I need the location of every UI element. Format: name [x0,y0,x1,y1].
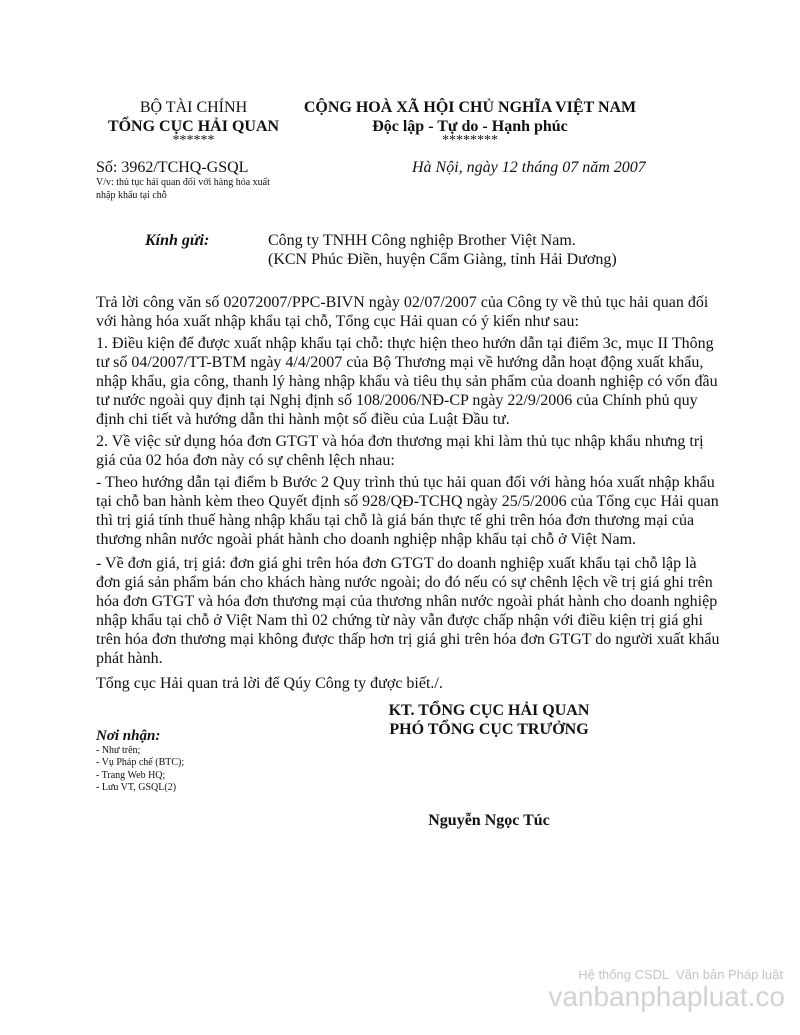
paragraph-line: nhập khẩu tại chỗ ở Việt Nam thì 02 chứng từ này vẫn được chấp nhận với điều kiện trị giá ghi [96,612,703,629]
paragraph-line: thì trị giá tính thuế hàng nhập khẩu tại chỗ là giá bán thực tế ghi trên hóa đơn thương mại của [96,512,695,529]
paragraph-line: trên hóa đơn thương mại không được thấp hơn trị giá ghi trên hóa đơn GTGT do người xuất khẩu [96,631,720,648]
paragraph-line: phát hành. [96,650,163,667]
watermark-site: vanbanphapluat.co [548,981,785,1012]
agency-header [91,98,296,149]
paragraph-line: định chi tiết và hướng dẫn thi hành một số điều của Luật Đầu tư. [96,411,510,428]
recipient-block [268,231,617,269]
paragraph-line: tại chỗ ban hành kèm theo Quyết định số 928/QĐ-TCHQ ngày 25/5/2006 của Tổng cục Hải quan [96,493,719,510]
paragraph-line: 2. Về việc sử dụng hóa đơn GTGT và hóa đơn thương mại khi làm thủ tục nhập khẩu nhưng trị [96,433,704,450]
recipient-line: Công ty TNHH Công nghiệp Brother Việt Nam. [268,232,576,249]
paragraph-line: giá của 02 hóa đơn này có sự chênh lệch nhau: [96,452,395,469]
paragraph-line: Trả lời công văn số 02072007/PPC-BIVN ngày 02/07/2007 của Công ty về thủ tục hải quan đối [96,294,709,311]
paragraph-line: - Theo hướng dẫn tại điểm b Bước 2 Quy trình thủ tục hải quan đối với hàng hóa xuất nhập khẩu [96,474,715,491]
paragraph-line: Tổng cục Hải quan trả lời để Qúy Công ty được biết./. [96,675,443,692]
paragraph-line: tư số 04/2007/TT-BTM ngày 4/4/2007 của Bộ Thương mại về hướng dẫn hoạt động xuất khẩu, [96,354,704,371]
watermark-caption: Hệ thống CSDL Văn bản Pháp luật [578,967,783,982]
body-paragraph [96,293,708,331]
distribution-list [96,745,184,795]
nation-title: CỘNG HOÀ XÃ HỘI CHỦ NGHĨA VIỆT NAM [303,99,637,116]
signature-title [380,701,598,739]
distribution-label: Nơi nhận: [96,728,161,744]
subject-line: V/v: thủ tục hải quan đối với hàng hóa xuất [96,177,270,188]
body-paragraph [96,554,720,668]
national-motto: Độc lập - Tự do - Hạnh phúc [372,118,568,135]
paragraph-line: thương nhân nước ngoài phát hành cho doanh nghiệp nhập khẩu tại chỗ ở Việt Nam. [96,531,637,548]
paragraph-line: 1. Điều kiện để được xuất nhập khẩu tại chỗ: thực hiện theo hướn dẫn tại điểm 3c, mục II Thông [96,335,714,352]
paragraph-line: đơn giá sản phẩm bán cho khách hàng nước ngoài; do đó nếu có sự chênh lệch về trị giá ghi trên [96,574,713,591]
paragraph-line: hóa đơn GTGT và hóa đơn thương mại của thương nhân nước ngoài phát hành cho doanh nghiệp [96,593,718,610]
subject-line: nhập khẩu tại chỗ [96,190,167,201]
paragraph-line: với hàng hóa xuất nhập khẩu tại chỗ, Tổng cục Hải quan có ý kiến như sau: [96,313,579,330]
body-paragraph [96,334,718,429]
recipient-label: Kính gửi: [145,232,210,249]
place-date: Hà Nội, ngày 12 tháng 07 năm 2007 [412,159,646,176]
paragraph-line: tư nước ngoài quy định tại Nghị định số 108/2006/NĐ-CP ngày 22/9/2006 của Chính phủ quy [96,392,698,409]
body-paragraph [96,473,719,549]
document-number: Số: 3962/TCHQ-GSQL [96,159,249,176]
distribution-item: - Lưu VT, GSQL(2) [96,782,177,794]
distribution-item: - Như trên; [96,745,141,756]
agency-name: TỔNG CỤC HẢI QUAN [107,118,280,135]
distribution-item: - Vụ Pháp chế (BTC); [96,757,185,769]
signature-title-line: PHÓ TỔNG CỤC TRƯỞNG [389,721,589,738]
distribution-item: - Trang Web HQ; [96,769,166,781]
paragraph-line: - Về đơn giá, trị giá: đơn giá ghi trên hóa đơn GTGT do doanh nghiệp xuất khẩu tại chỗ lập là [96,555,697,572]
subject [96,176,270,202]
agency-parent: BỘ TÀI CHÍNH [139,99,248,116]
motto-stars: ******** [442,133,498,148]
closing-paragraph [96,674,443,693]
agency-stars: ****** [172,133,215,148]
signer-name: Nguyễn Ngọc Túc [428,812,550,829]
paragraph-line: nhập khẩu, gia công, thanh lý hàng nhập khẩu và tiêu thụ sản phẩm của doanh nghiệp có vốn đầu [96,373,718,390]
signature-title-line: KT. TỔNG CỤC HẢI QUAN [388,702,590,719]
recipient-line: (KCN Phúc Điền, huyện Cẩm Giàng, tỉnh Hải Dương) [268,251,617,268]
body-paragraph [96,432,704,470]
national-header [300,98,640,149]
